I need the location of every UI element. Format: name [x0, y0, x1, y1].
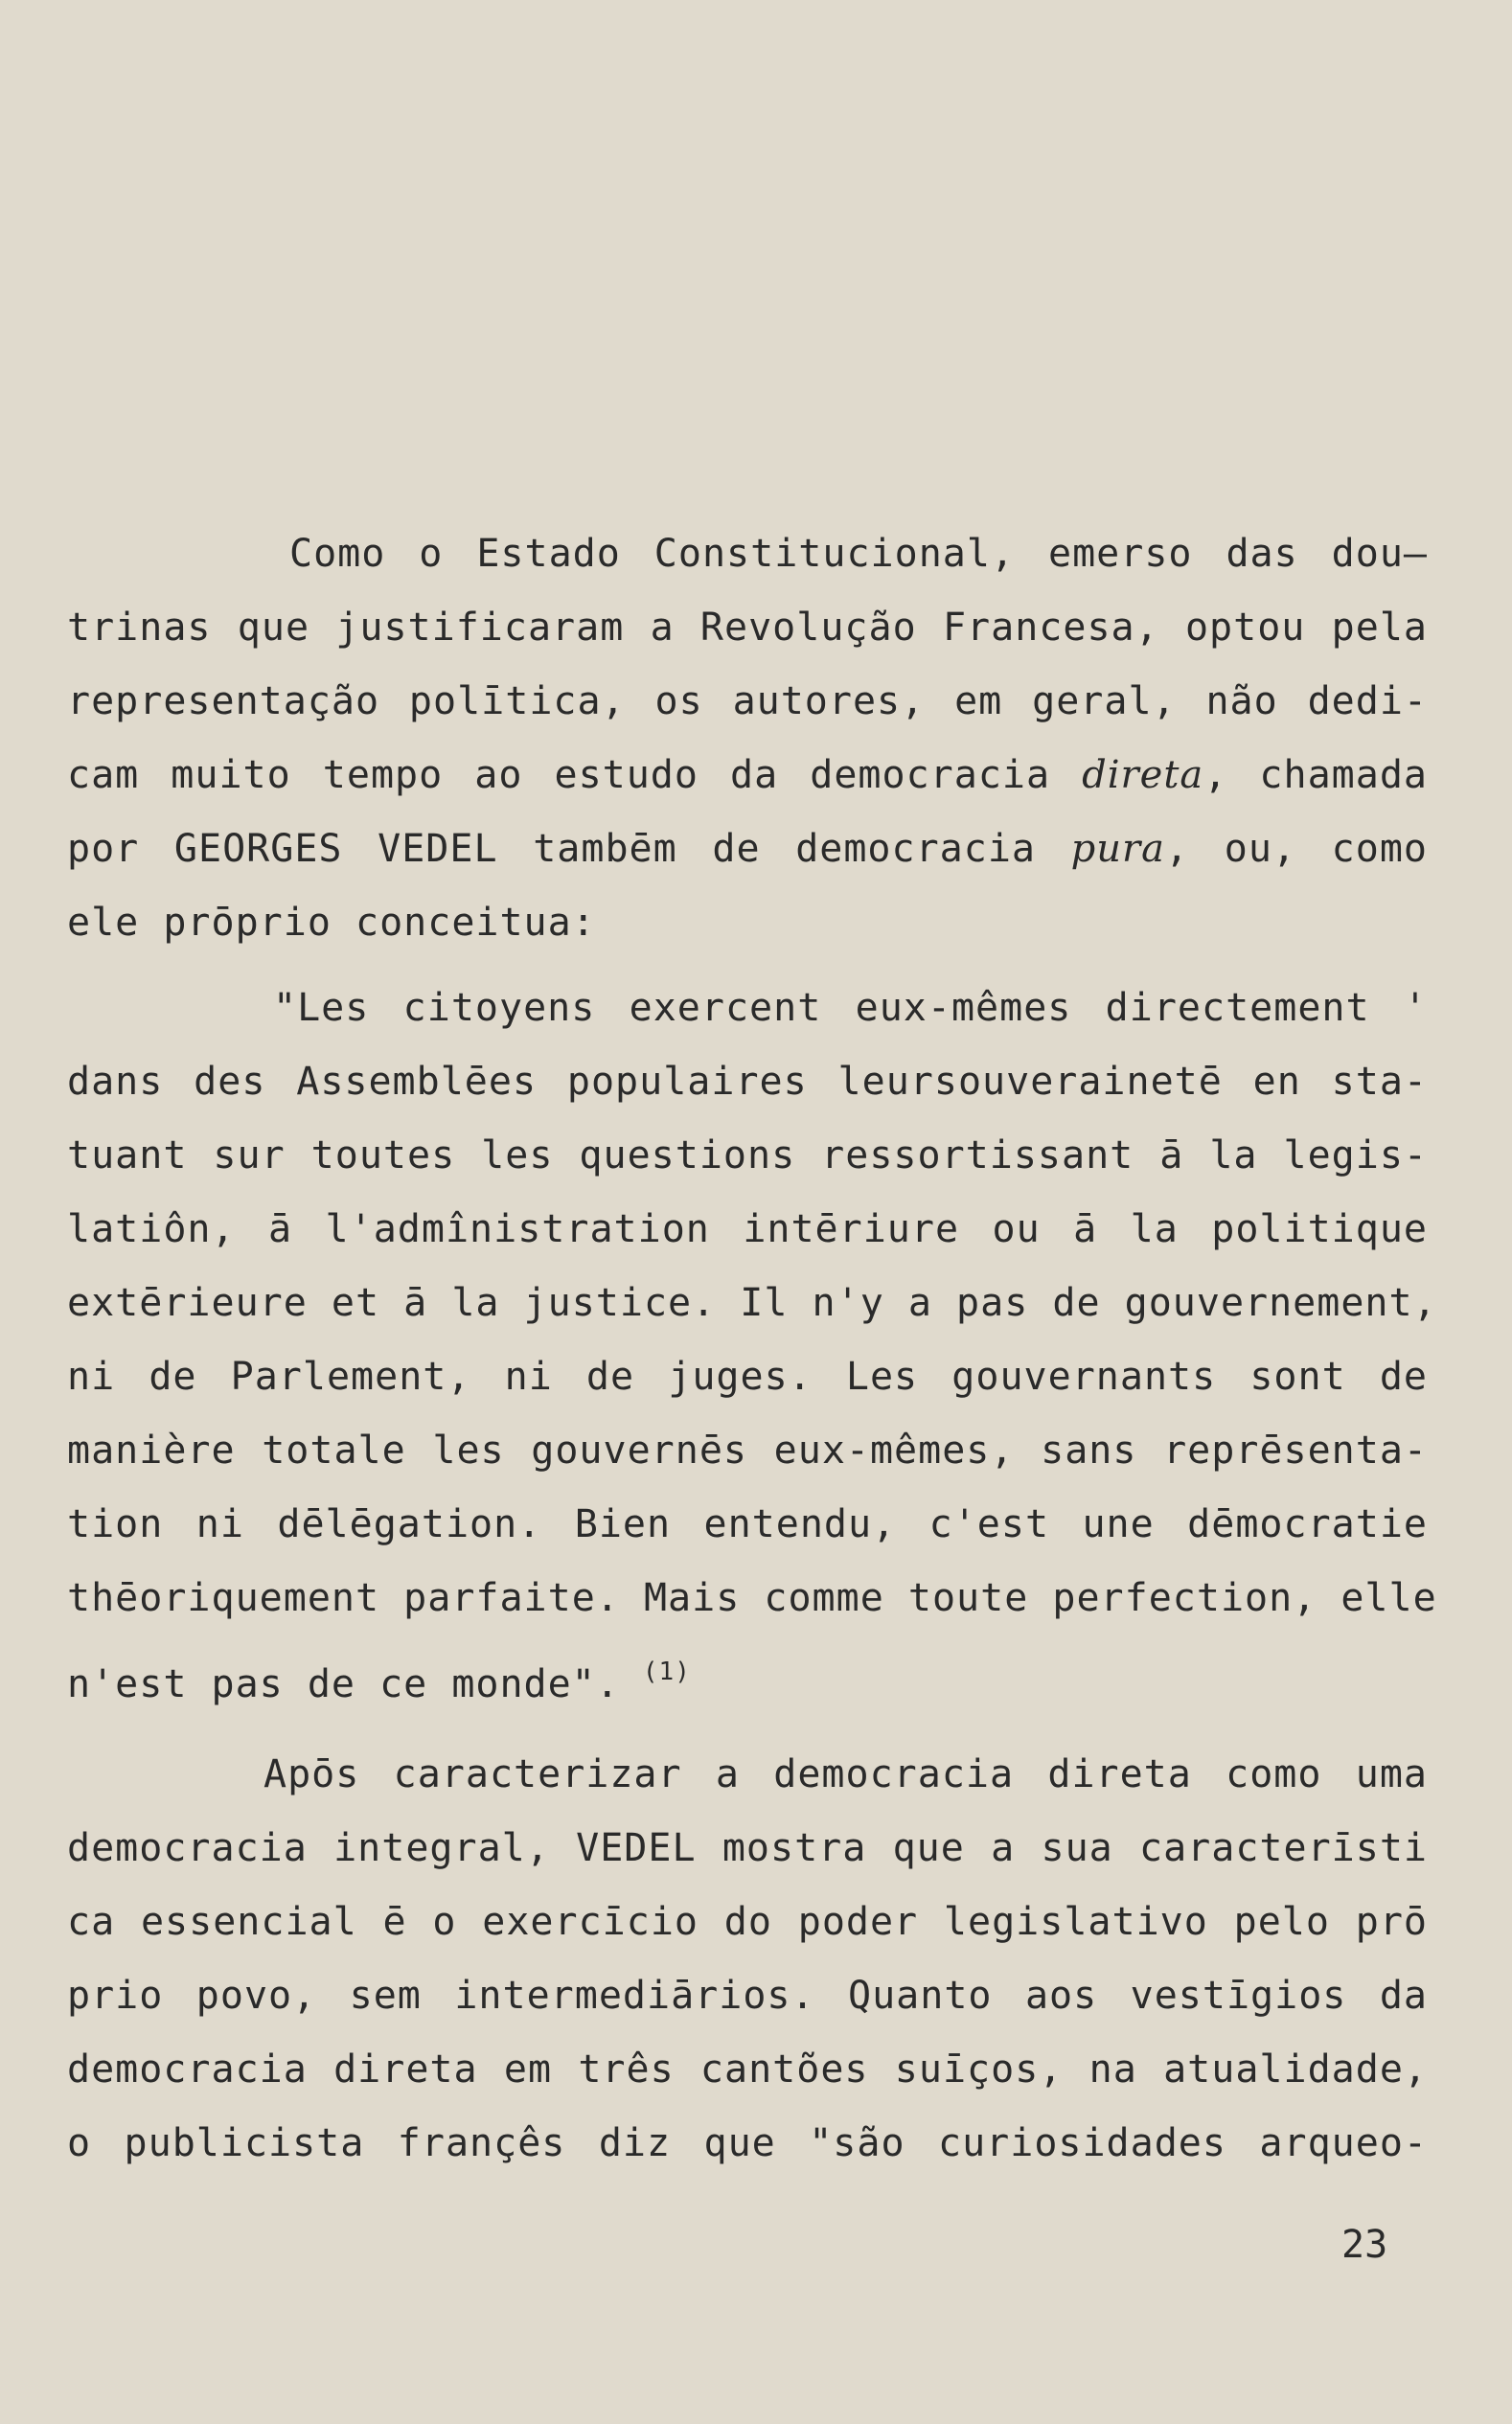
text-line: trinas que justificaram a Revolução Francesa, optou pela	[67, 606, 1428, 650]
text-line: democracia integral, VEDEL mostra que a sua caracterīsti	[67, 1826, 1428, 1870]
text-line: por GEORGES VEDEL tambēm de democracia pura, ou, como	[67, 827, 1428, 871]
text-line: latiôn, ā l'admînistration intēriure ou ā la politique	[67, 1207, 1428, 1251]
italic-term: direta	[1082, 753, 1204, 797]
text-line: tion ni dēlēgation. Bien entendu, c'est une dēmocratie	[67, 1502, 1428, 1546]
text-line: "Les citoyens exercent eux-mêmes directement '	[273, 986, 1428, 1030]
paragraph-2	[67, 1738, 1428, 2181]
text-line: extērieure et ā la justice. Il n'y a pas de gouvernement,	[67, 1281, 1437, 1325]
text-line: manière totale les gouvernēs eux-mêmes, sans reprēsenta-	[67, 1429, 1428, 1473]
text-line: tuant sur toutes les questions ressortissant ā la legis-	[67, 1133, 1428, 1178]
text-line: democracia direta em três cantões suīços, na atualidade,	[67, 2047, 1428, 2092]
text-line: ele prōprio conceitua:	[67, 901, 596, 945]
body-text	[67, 517, 1437, 2181]
footnote-reference: (1)	[642, 1658, 691, 1686]
text-line: thēoriquement parfaite. Mais comme toute perfection, elle	[67, 1576, 1437, 1620]
text-line: Como o Estado Constitucional, emerso das dou—	[289, 532, 1428, 576]
text-line: o publicista françês diz que "são curiosidades arqueo-	[67, 2121, 1428, 2165]
text-line: ca essencial ē o exercīcio do poder legislativo pelo prō	[67, 1900, 1428, 1944]
italic-term: pura	[1070, 827, 1166, 871]
text-line: Apōs caracterizar a democracia direta como uma	[263, 1752, 1428, 1796]
text-line: representação polītica, os autores, em geral, não dedi-	[67, 679, 1428, 723]
text-line: ni de Parlement, ni de juges. Les gouvernants sont de	[67, 1355, 1428, 1399]
page-number: 23	[1341, 2223, 1388, 2267]
text-line: dans des Assemblēes populaires leursouverainetē en sta-	[67, 1060, 1428, 1104]
paragraph-1	[67, 517, 1428, 960]
text-line: n'est pas de ce monde". $^{(1)}$	[67, 1658, 691, 1706]
text-line: prio povo, sem intermediārios. Quanto aos vestīgios da	[67, 1974, 1428, 2018]
text-line: cam muito tempo ao estudo da democracia direta, chamada	[67, 753, 1428, 797]
block-quote	[67, 972, 1437, 1709]
